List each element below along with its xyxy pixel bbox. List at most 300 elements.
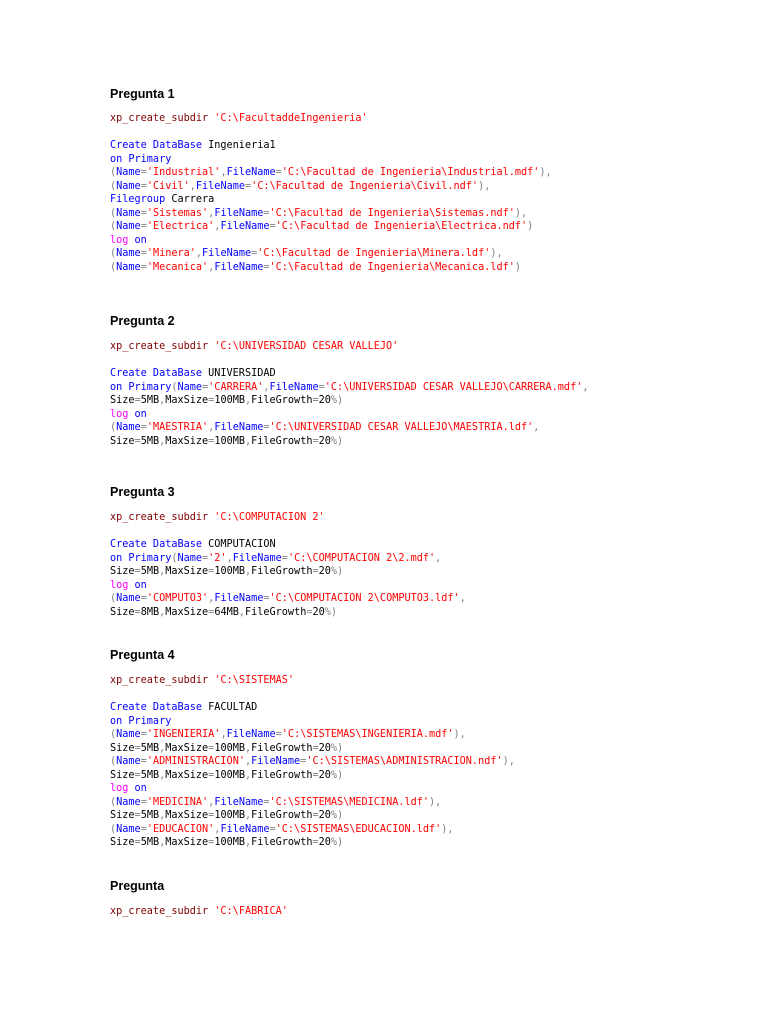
code-token-log: log — [110, 408, 135, 420]
code-token-text: FileGrowth — [251, 769, 313, 781]
code-line — [110, 193, 552, 207]
code-token-string: 'C:\COMPUTACION 2' — [214, 512, 325, 523]
code-line — [110, 836, 515, 850]
code-token-gray: = — [312, 435, 319, 447]
code-token-text: FileGrowth — [251, 837, 313, 848]
code-token-text: FileGrowth — [245, 606, 307, 618]
code-token-keyword: FileName — [202, 248, 252, 259]
code-line — [110, 796, 515, 810]
code-token-gray: , — [533, 422, 540, 433]
code-token-keyword: FileName — [214, 593, 264, 604]
code-token-gray: = — [134, 742, 141, 754]
code-line — [110, 823, 515, 837]
code-token-keyword: FileName — [195, 180, 245, 192]
code-line — [110, 207, 552, 221]
code-line — [110, 728, 515, 742]
code-token-gray: = — [140, 167, 147, 178]
code-token-string: 'C:\UNIVERSIDAD CESAR VALLEJO' — [214, 341, 399, 352]
section-4-code — [110, 701, 515, 850]
code-token-keyword: Name — [116, 796, 141, 808]
code-token-gray: , — [159, 395, 166, 406]
code-token-string: 'C:\FacultaddeIngenieria' — [214, 113, 368, 124]
code-token-text: 5MB — [140, 769, 160, 781]
code-token-keyword: Name — [116, 248, 141, 259]
code-token-text: Size — [110, 837, 135, 848]
code-line — [110, 905, 288, 919]
code-token-text: Carrera — [171, 194, 215, 205]
code-token-gray: = — [140, 261, 147, 273]
code-token-text: Size — [110, 742, 135, 754]
code-token-gray: %) — [330, 837, 344, 848]
code-token-keyword: Create DataBase — [110, 702, 209, 713]
code-line — [110, 742, 515, 756]
code-token-keyword: Name — [116, 823, 141, 835]
code-token-gray: , — [208, 422, 215, 433]
code-token-gray: = — [275, 167, 282, 178]
code-line — [110, 592, 466, 606]
code-token-gray: , — [244, 566, 252, 577]
code-token-text: 5MB — [140, 810, 160, 821]
code-token-gray: , — [244, 810, 252, 821]
code-token-string: 'C:\Facultad de Ingenieria\Electrica.ndf' — [275, 221, 528, 232]
code-token-gray: = — [251, 248, 258, 259]
code-token-gray: = — [263, 593, 270, 604]
code-token-gray: ( — [110, 422, 117, 433]
code-token-gray: = — [140, 729, 147, 740]
code-token-keyword: Name — [116, 221, 141, 232]
code-line — [110, 715, 515, 729]
code-token-gray: = — [263, 207, 270, 219]
code-token-text: 20 — [312, 606, 325, 618]
code-token-gray: = — [300, 756, 307, 767]
code-token-gray: ( — [110, 221, 117, 232]
code-token-keyword: FileName — [214, 261, 264, 273]
code-token-gray: = — [208, 810, 215, 821]
code-line — [110, 367, 588, 381]
code-token-gray: = — [134, 395, 141, 406]
code-token-gray: , — [238, 606, 245, 618]
code-token-gray: , — [208, 207, 215, 219]
code-line — [110, 755, 515, 769]
code-token-keyword: Create DataBase — [110, 539, 209, 550]
code-token-string: 'C:\COMPUTACION 2\COMPUTO3.ldf' — [269, 593, 460, 604]
code-token-func: xp_create_subdir — [110, 512, 215, 523]
code-token-gray: = — [244, 180, 252, 192]
code-token-gray: , — [214, 823, 221, 835]
code-token-gray: %) — [330, 810, 344, 821]
code-token-gray: ), — [441, 823, 454, 835]
code-token-string: 'C:\SISTEMAS\INGENIERIA.mdf' — [281, 729, 454, 740]
code-line — [110, 247, 552, 261]
code-token-gray: ( — [110, 823, 117, 835]
code-token-gray: = — [140, 823, 147, 835]
code-token-gray: = — [208, 742, 215, 754]
code-token-string: 'Sistemas' — [146, 207, 209, 219]
code-token-string: 'C:\UNIVERSIDAD CESAR VALLEJO\MAESTRIA.ldf' — [269, 422, 534, 433]
code-token-text: COMPUTACION — [208, 539, 276, 550]
code-token-text: Size — [110, 810, 135, 821]
code-token-gray: = — [202, 552, 209, 564]
code-token-text: 100MB — [214, 769, 245, 781]
code-token-gray: , — [226, 552, 233, 564]
code-token-gray: ), — [478, 180, 491, 192]
code-token-gray: ), — [490, 248, 503, 259]
code-token-gray: = — [140, 207, 147, 219]
code-token-text: MaxSize — [165, 810, 209, 821]
code-token-string: 'C:\Facultad de Ingenieria\Sistemas.ndf' — [269, 207, 515, 219]
code-line — [110, 565, 466, 579]
code-token-keyword: Filegroup — [110, 194, 172, 205]
code-token-gray: ( — [110, 593, 117, 604]
code-token-gray: = — [208, 566, 215, 577]
code-line — [110, 166, 552, 180]
code-token-text: 20 — [318, 395, 331, 406]
code-line — [110, 180, 552, 194]
code-token-gray: , — [263, 381, 270, 393]
code-token-string: 'EDUCACION' — [146, 823, 215, 835]
code-token-string: 'C:\SISTEMAS\EDUCACION.ldf' — [275, 823, 442, 835]
code-token-text: FileGrowth — [251, 566, 313, 577]
code-line — [110, 809, 515, 823]
section-4-title: Pregunta 4 — [110, 648, 175, 662]
code-token-gray: = — [306, 606, 313, 618]
code-token-keyword: FileName — [214, 207, 264, 219]
code-line — [110, 769, 515, 783]
code-token-keyword: Name — [116, 756, 141, 767]
code-token-string: 'Civil' — [146, 180, 190, 192]
code-token-gray: , — [220, 729, 227, 740]
code-token-gray: , — [159, 837, 166, 848]
code-token-keyword: on Primary — [110, 153, 172, 165]
code-token-gray: = — [312, 395, 319, 406]
code-token-gray: = — [263, 796, 270, 808]
code-line — [110, 701, 515, 715]
section-3-subdir — [110, 511, 325, 525]
code-token-log: log — [110, 579, 135, 591]
code-token-text: 20 — [318, 566, 331, 577]
code-token-text: MaxSize — [165, 837, 209, 848]
code-token-text: 20 — [318, 435, 331, 447]
code-token-keyword: Create DataBase — [110, 140, 209, 151]
code-token-string: 'C:\FABRICA' — [214, 906, 288, 917]
code-token-gray: = — [140, 180, 147, 192]
code-token-gray: , — [208, 261, 215, 273]
code-token-gray: ( — [110, 729, 117, 740]
section-1-subdir — [110, 112, 368, 126]
code-token-func: xp_create_subdir — [110, 906, 215, 917]
code-token-keyword: FileName — [220, 221, 270, 232]
code-token-text: MaxSize — [165, 769, 209, 781]
code-token-text: 20 — [318, 837, 331, 848]
code-token-gray: , — [159, 810, 166, 821]
code-line — [110, 340, 398, 354]
code-token-keyword: Name — [116, 167, 141, 178]
code-token-text: 8MB — [140, 606, 160, 618]
code-token-text: Size — [110, 566, 135, 577]
code-token-string: 'CARRERA' — [208, 381, 264, 393]
code-token-gray: , — [159, 769, 166, 781]
code-token-gray: ), — [429, 796, 442, 808]
code-token-string: 'C:\Facultad de Ingenieria\Minera.ldf' — [257, 248, 491, 259]
code-token-gray: = — [269, 221, 276, 232]
code-token-keyword: on — [134, 234, 147, 246]
code-token-text: 5MB — [140, 395, 160, 406]
code-token-string: 'C:\SISTEMAS' — [214, 675, 295, 686]
code-token-text: MaxSize — [165, 395, 209, 406]
code-token-gray: ), — [539, 167, 552, 178]
code-token-gray: , — [435, 552, 442, 564]
code-token-text: 20 — [318, 769, 331, 781]
code-token-gray: %) — [330, 395, 344, 406]
code-token-gray: , — [208, 796, 215, 808]
code-token-gray: = — [208, 435, 215, 447]
code-line — [110, 234, 552, 248]
code-token-gray: = — [312, 566, 319, 577]
code-token-gray: , — [195, 248, 203, 259]
code-token-gray: ( — [171, 381, 178, 393]
code-line — [110, 153, 552, 167]
code-token-keyword: Name — [116, 180, 141, 192]
code-token-keyword: on Primary — [110, 552, 172, 564]
code-token-gray: = — [202, 381, 209, 393]
code-token-gray: = — [312, 810, 319, 821]
code-token-gray: %) — [330, 566, 344, 577]
code-token-text: MaxSize — [165, 435, 209, 447]
code-token-gray: ( — [110, 756, 117, 767]
code-token-gray: = — [208, 395, 215, 406]
code-token-keyword: FileName — [251, 756, 301, 767]
code-token-text: Size — [110, 769, 135, 781]
code-token-gray: , — [244, 435, 252, 447]
code-token-gray: = — [134, 769, 141, 781]
code-token-gray: , — [220, 167, 227, 178]
section-5-subdir — [110, 905, 288, 919]
code-line — [110, 606, 466, 620]
code-token-text: 100MB — [214, 566, 245, 577]
code-token-gray: = — [318, 381, 325, 393]
code-token-keyword: Name — [177, 552, 203, 564]
code-token-keyword: FileName — [226, 167, 276, 178]
code-token-gray: , — [244, 395, 252, 406]
code-token-gray: %) — [330, 742, 344, 754]
code-token-text: 5MB — [140, 742, 160, 754]
code-line — [110, 552, 466, 566]
code-token-gray: , — [582, 381, 589, 393]
code-token-gray: , — [244, 837, 252, 848]
code-token-gray: , — [214, 221, 221, 232]
code-token-text: 5MB — [140, 566, 160, 577]
code-line — [110, 381, 588, 395]
code-line — [110, 674, 294, 688]
code-token-string: 'C:\Facultad de Ingenieria\Industrial.mdf' — [281, 167, 540, 178]
code-token-string: 'Industrial' — [146, 167, 221, 178]
section-1-title: Pregunta 1 — [110, 87, 175, 101]
code-token-gray: = — [134, 606, 141, 618]
code-token-gray: = — [134, 566, 141, 577]
code-line — [110, 579, 466, 593]
code-token-string: 'MAESTRIA' — [146, 422, 209, 433]
code-token-gray: ) — [514, 261, 522, 273]
code-token-keyword: FileName — [232, 552, 282, 564]
code-token-gray: = — [263, 422, 270, 433]
code-line — [110, 408, 588, 422]
code-token-keyword: Name — [116, 593, 141, 604]
code-token-gray: , — [244, 769, 252, 781]
code-token-gray: = — [263, 261, 270, 273]
code-token-string: '2' — [208, 552, 227, 564]
code-token-text: FileGrowth — [251, 742, 313, 754]
code-token-text: 100MB — [214, 435, 245, 447]
code-line — [110, 511, 325, 525]
code-token-func: xp_create_subdir — [110, 113, 215, 124]
code-token-keyword: Name — [116, 422, 141, 433]
code-token-string: 'ADMINISTRACION' — [146, 756, 245, 767]
code-token-gray: ( — [110, 796, 117, 808]
code-token-text: MaxSize — [165, 606, 209, 618]
code-token-gray: , — [159, 435, 166, 447]
code-token-gray: , — [244, 742, 252, 754]
code-token-keyword: FileName — [226, 729, 276, 740]
code-token-gray: ), — [502, 756, 515, 767]
code-token-keyword: FileName — [220, 823, 270, 835]
code-token-gray: = — [134, 435, 141, 447]
code-token-text: 20 — [318, 742, 331, 754]
code-token-text: 100MB — [214, 742, 245, 754]
code-token-gray: = — [134, 837, 141, 848]
code-line — [110, 261, 552, 275]
code-token-gray: = — [312, 742, 319, 754]
code-token-text: 5MB — [140, 435, 160, 447]
code-token-keyword: Name — [116, 729, 141, 740]
code-token-gray: = — [140, 796, 147, 808]
code-token-gray: , — [159, 606, 166, 618]
code-token-gray: ( — [110, 167, 117, 178]
code-token-string: 'Electrica' — [146, 221, 215, 232]
code-token-gray: ( — [110, 248, 117, 259]
code-token-text: MaxSize — [165, 566, 209, 577]
section-2-code — [110, 367, 588, 448]
code-token-text: MaxSize — [165, 742, 209, 754]
code-token-text: Ingenieria1 — [208, 140, 276, 151]
code-token-string: 'C:\Facultad de Ingenieria\Civil.ndf' — [251, 180, 479, 192]
code-token-log: log — [110, 783, 135, 794]
code-token-string: 'C:\Facultad de Ingenieria\Mecanica.ldf' — [269, 261, 515, 273]
code-token-gray: = — [312, 837, 319, 848]
code-token-text: 5MB — [140, 837, 160, 848]
code-token-gray: = — [312, 769, 319, 781]
code-token-func: xp_create_subdir — [110, 341, 215, 352]
code-token-keyword: Create DataBase — [110, 368, 209, 379]
code-token-keyword: Name — [177, 381, 203, 393]
code-token-gray: %) — [330, 435, 344, 447]
code-token-keyword: on Primary — [110, 381, 172, 393]
code-token-keyword: on Primary — [110, 715, 172, 727]
code-token-string: 'INGENIERIA' — [146, 729, 221, 740]
code-token-gray: %) — [330, 769, 344, 781]
code-token-gray: ), — [514, 207, 528, 219]
code-token-text: FileGrowth — [251, 435, 313, 447]
code-token-gray: = — [208, 769, 215, 781]
code-token-gray: = — [140, 422, 147, 433]
code-token-gray: = — [269, 823, 276, 835]
code-token-gray: , — [459, 593, 466, 604]
code-token-string: 'COMPUTO3' — [146, 593, 209, 604]
code-token-gray: = — [281, 552, 288, 564]
code-token-gray: = — [140, 593, 147, 604]
code-token-gray: , — [159, 566, 166, 577]
code-token-text: 100MB — [214, 810, 245, 821]
section-3-code — [110, 538, 466, 619]
code-line — [110, 220, 552, 234]
code-line — [110, 782, 515, 796]
code-token-text: FileGrowth — [251, 395, 313, 406]
code-token-keyword: on — [134, 783, 147, 794]
code-token-keyword: on — [134, 408, 147, 420]
code-line — [110, 394, 588, 408]
code-line — [110, 435, 588, 449]
code-token-gray: = — [140, 756, 147, 767]
code-token-keyword: Name — [116, 207, 141, 219]
code-token-string: 'Minera' — [146, 248, 196, 259]
code-token-gray: = — [134, 810, 141, 821]
code-token-gray: ( — [171, 552, 178, 564]
code-token-text: 100MB — [214, 837, 245, 848]
code-token-gray: = — [140, 221, 147, 232]
code-token-text: 64MB — [214, 606, 239, 618]
code-token-gray: = — [208, 837, 215, 848]
section-1-code — [110, 139, 552, 274]
code-token-gray: = — [140, 248, 147, 259]
code-token-string: 'C:\UNIVERSIDAD CESAR VALLEJO\CARRERA.mdf' — [324, 381, 583, 393]
code-token-text: Size — [110, 395, 135, 406]
code-token-gray: %) — [324, 606, 338, 618]
code-token-string: 'Mecanica' — [146, 261, 209, 273]
code-token-gray: ( — [110, 207, 117, 219]
code-token-text: Size — [110, 435, 135, 447]
code-token-gray: ( — [110, 180, 117, 192]
code-token-text: UNIVERSIDAD — [208, 368, 276, 379]
code-token-gray: = — [275, 729, 282, 740]
code-line — [110, 421, 588, 435]
section-4-subdir — [110, 674, 294, 688]
code-token-string: 'C:\COMPUTACION 2\2.mdf' — [287, 552, 436, 564]
code-token-gray: ( — [110, 261, 117, 273]
code-line — [110, 139, 552, 153]
code-token-gray: ), — [453, 729, 466, 740]
section-2-subdir — [110, 340, 398, 354]
code-token-text: FACULTAD — [208, 702, 258, 713]
code-token-keyword: Name — [116, 261, 141, 273]
code-token-text: 100MB — [214, 395, 245, 406]
code-token-text: FileGrowth — [251, 810, 313, 821]
code-token-string: 'C:\SISTEMAS\ADMINISTRACION.ndf' — [306, 756, 503, 767]
code-token-keyword: FileName — [214, 796, 264, 808]
section-3-title: Pregunta 3 — [110, 485, 175, 499]
code-line — [110, 538, 466, 552]
code-line — [110, 112, 368, 126]
section-2-title: Pregunta 2 — [110, 314, 175, 328]
code-token-gray: , — [189, 180, 196, 192]
code-token-gray: , — [159, 742, 166, 754]
code-token-func: xp_create_subdir — [110, 675, 215, 686]
code-token-gray: = — [208, 606, 215, 618]
code-token-log: log — [110, 234, 135, 246]
code-token-gray: , — [208, 593, 215, 604]
code-token-gray: , — [244, 756, 252, 767]
code-token-text: Size — [110, 606, 135, 618]
code-token-keyword: FileName — [269, 381, 319, 393]
code-token-string: 'MEDICINA' — [146, 796, 209, 808]
